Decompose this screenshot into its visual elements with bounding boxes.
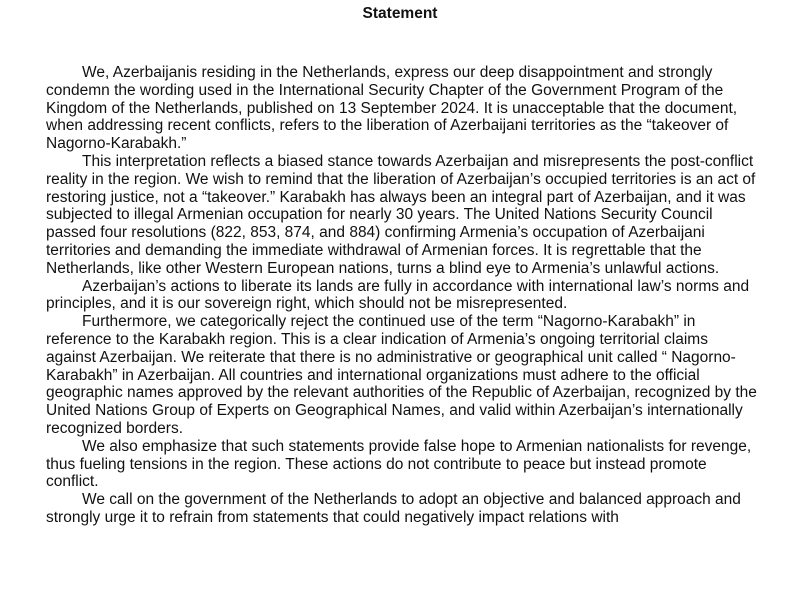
paragraph: Azerbaijan’s actions to liberate its lands are fully in accordance with international law’s norms and principles, and it is our sovereign right, which should not be misrepresented. — [46, 277, 750, 313]
paragraph: We also emphasize that such statements provide false hope to Armenian nationalists for revenge, thus fueling tensions in the region. These actions do not contribute to peace but instead promote conflict. — [46, 437, 752, 491]
paragraph: We, Azerbaijanis residing in the Netherlands, express our deep disappointment and strongly condemn the wording used in the International Security Chapter of the Government Program of the Kingdom of the Netherlands, published on 13 September 2024. It is unacceptable that the document, when addressing recent conflicts, refers to the liberation of Azerbaijani territories as the “takeover of Nagorno-Karabakh.” — [46, 64, 738, 153]
document-title: Statement — [362, 5, 438, 22]
paragraph: We call on the government of the Netherlands to adopt an objective and balanced approach and strongly urge it to refrain from statements that could negatively impact relations with — [46, 491, 741, 526]
paragraph: Furthermore, we categorically reject the continued use of the term “Nagorno-Karabakh” in reference to the Karabakh region. This is a clear indication of Armenia’s ongoing territorial claims against Azerbaijan. We reiterate that there is no administrative or geographical unit called “ Nagorno-Karabakh” in Azerbaijan. All countries and international organizations must adhere to the official geographic names approved by the relevant authorities of the Republic of Azerbaijan, recognized by the United Nations Group of Experts on Geographical Names, and valid within Azerbaijan’s internationally recognized borders. — [46, 313, 757, 437]
paragraph: This interpretation reflects a biased stance towards Azerbaijan and misrepresents the post-conflict reality in the region. We wish to remind that the liberation of Azerbaijan’s occupied territories is an act of restoring justice, not a “takeover.” Karabakh has always been an integral part of Azerbaijan, and it was subjected to illegal Armenian occupation for nearly 30 years. The United Nations Security Council passed four resolutions (822, 853, 874, and 884) confirming Armenia’s occupation of Azerbaijani territories and demanding the immediate withdrawal of Armenian forces. It is regrettable that the Netherlands, like other Western European nations, turns a blind eye to Armenia’s unlawful actions. — [46, 152, 756, 277]
document-body — [46, 64, 762, 527]
